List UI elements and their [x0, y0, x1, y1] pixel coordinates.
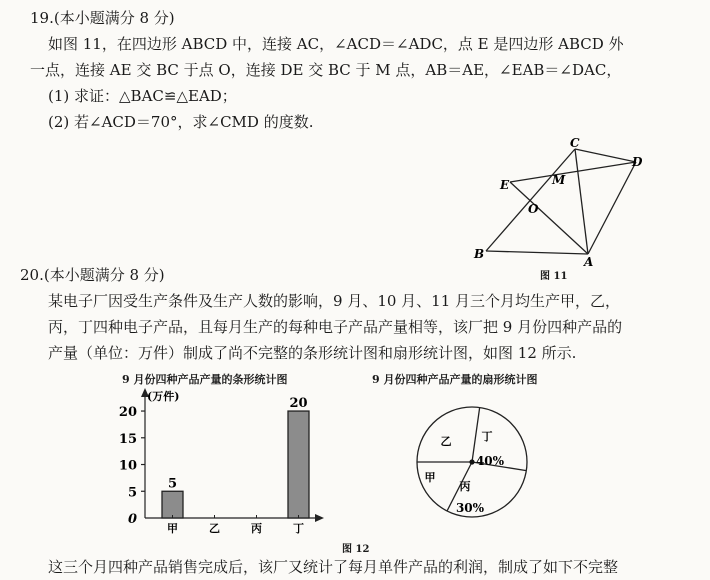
q20-line2: 丙，丁四种电子产品，且每月生产的每种电子产品产量相等，该厂把 9 月份四种产品的 — [48, 318, 623, 336]
figure-11-caption: 图 11 — [540, 271, 568, 282]
point-c-label: C — [570, 136, 580, 150]
bar-3 — [288, 411, 309, 518]
y-tick-label: 10 — [118, 458, 137, 474]
bar-value-label: 5 — [167, 476, 178, 492]
q20-number: 20. — [20, 266, 44, 284]
pie-slice-label: 乙 — [440, 435, 452, 448]
point-d-label: D — [632, 155, 643, 169]
bar-chart — [105, 385, 335, 535]
q19-header — [30, 8, 175, 28]
point-a-label: A — [584, 255, 594, 269]
q20-last-line: 这三个月四种产品销售完成后，该厂又统计了每月单件产品的利润，制成了如下不完整 — [48, 558, 619, 576]
pie-slice-value: 30% — [455, 501, 485, 515]
x-category-label: 丙 — [251, 522, 262, 535]
pie-slice-label: 丙 — [459, 480, 471, 493]
x-category-label: 丁 — [293, 522, 304, 535]
pie-slice-label: 丁 — [481, 430, 493, 443]
q19-part1: (1) 求证：△BAC≌△EAD； — [48, 87, 237, 105]
point-b-label: B — [474, 247, 485, 261]
y-axis-unit: (万件) — [147, 390, 180, 403]
figure-11 — [470, 135, 660, 275]
q20-line1: 某电子厂因受生产条件及生产人数的影响，9 月、10 月、11 月三个月均生产甲，乙， — [48, 292, 621, 310]
q19-line1: 如图 11，在四边形 ABCD 中，连接 AC，∠ACD＝∠ADC，点 E 是四边形 ABCD 外 — [48, 35, 624, 53]
q19-score: (本小题满分 8 分) — [53, 9, 175, 27]
y-tick-label: 15 — [118, 431, 137, 447]
figure-12-caption: 图 12 — [342, 544, 370, 555]
y-tick-label: 5 — [127, 485, 137, 501]
y-tick-label: 0 — [127, 512, 137, 527]
point-e-label: E — [500, 178, 510, 192]
bar-chart-title: 9 月份四种产品产量的条形统计图 — [122, 373, 288, 386]
pie-slice-value: 40% — [475, 454, 505, 468]
q19-line2: 一点，连接 AE 交 BC 于点 O，连接 DE 交 BC 于 M 点，AB＝AE，∠EAB＝∠DAC， — [30, 61, 622, 79]
q20-score: (本小题满分 8 分) — [43, 266, 165, 284]
q19-part2: (2) 若∠ACD＝70°，求∠CMD 的度数. — [48, 113, 314, 131]
pie-chart-title: 9 月份四种产品产量的扇形统计图 — [372, 373, 538, 386]
point-o-label: O — [528, 202, 539, 216]
q19-number: 19. — [30, 9, 54, 27]
q20-line3: 产量（单位：万件）制成了尚不完整的条形统计图和扇形统计图，如图 12 所示. — [48, 344, 577, 362]
pie-center-dot — [469, 459, 474, 464]
bar-value-label: 20 — [289, 396, 308, 412]
q20-header — [20, 265, 165, 285]
bar-0 — [162, 491, 183, 518]
point-m-label: M — [552, 173, 566, 187]
x-category-label: 乙 — [209, 522, 220, 535]
x-category-label: 甲 — [167, 522, 178, 535]
pie-slice-label: 甲 — [424, 471, 436, 484]
pie-chart — [410, 400, 535, 525]
y-tick-label: 20 — [118, 405, 137, 421]
